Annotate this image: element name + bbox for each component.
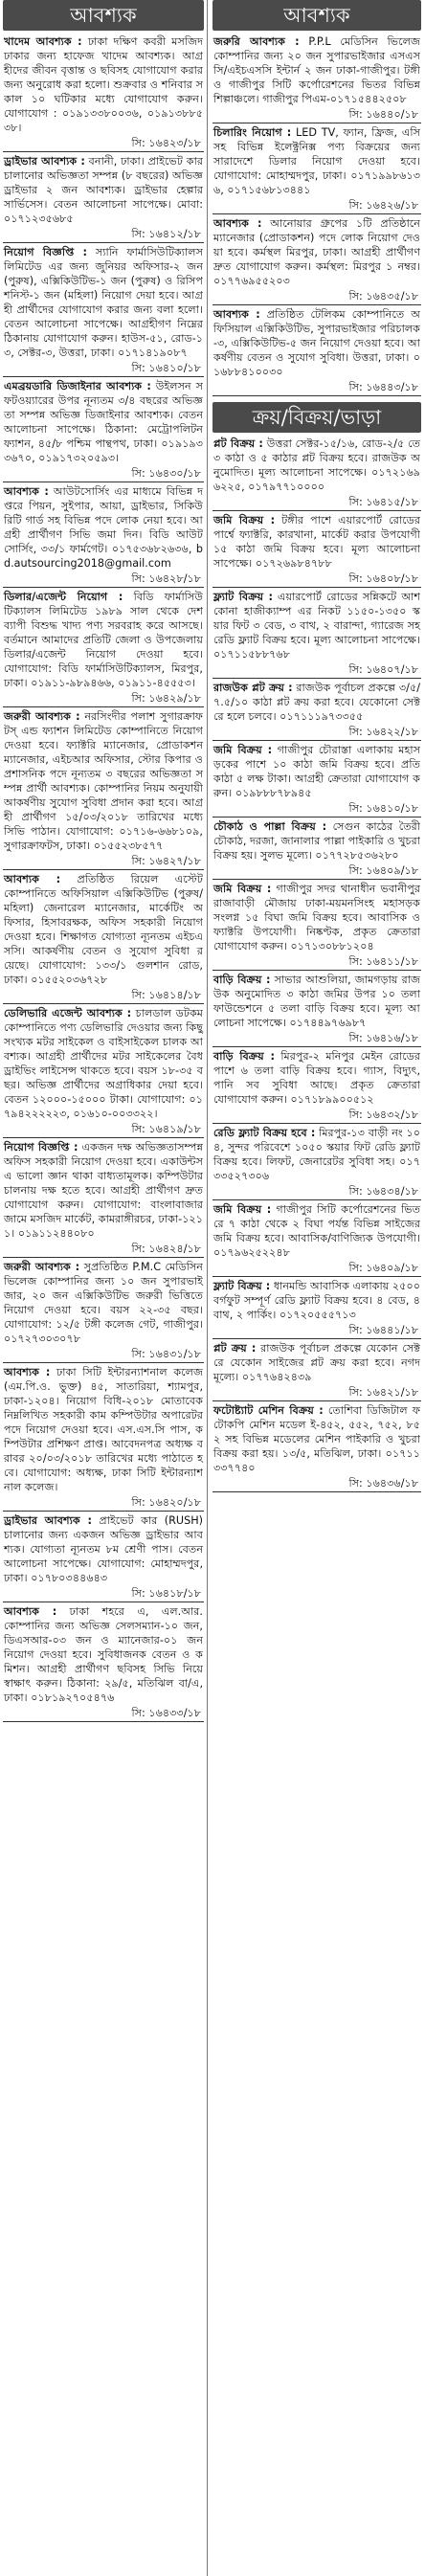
ad-headline: জমি বিক্রয় : [213,514,276,526]
classified-ad [212,1200,421,1277]
classified-ad [3,1138,204,1258]
ad-body-text: সেগুন কাঠের তৈরী চৌকাঠ, দরজা, জানালার পাল্লা পাইকারি ও খুচরা বিক্রয় হয়। সুলভ মূল্যে। ০১৭৭২৮৫৩৬২৮০ [213,820,421,862]
left-ads-list [3,33,204,1722]
ad-headline: ডেলিভারি এজেন্ট আবশ্যক : [4,1007,132,1019]
ad-headline: চৌকাঠ ও পাল্লা বিক্রয় : [213,820,327,833]
ad-headline: প্লট ক্রয় : [213,1342,257,1355]
ad-headline: আবশ্যক : [4,1605,57,1618]
ad-body-text: গাজীপুর সদর থানাধীন ভবানীপুর রাজাবাড়ী মৌজায় ঢাকা-ময়মনসিংহ মহাসড়ক সংলগ্ন ১৫ বিঘা জমি বিক্রয় হবে। আবাসিক ও ফ্যাক্টরি উপযোগী। নিষ্কণ্টক, প্রকৃত ক্রেতারা যোগাযোগ করুন। ০১৭১৩০৮৮১২০৪ [213,883,420,952]
ad-body-text: মিরপুর-১৩ বাড়ী নং ১০৪, সুন্দর পরিবেশে ১০৫০ স্কয়ার ফিট রেডি ফ্ল্যাট বিক্রয় হবে। লিফট, জেনারেটর সুবিধা সহ। ০১৭৩৩৫২৭৩০৬ [213,1127,420,1182]
classified-ad [3,33,204,152]
ad-body-text: প্রতিষ্ঠিত টেলিকম কোম্পানিতে অফিসিয়াল এক্সিকিউটিভ, সুপারভাইজার পরিচালক-৩, এক্সিকিউটিভ-৫ জন নিয়োগ দেওয়া হবে। আকর্ষণীয় বেতন ও সুযোগ সুবিধা। উত্তরা, ঢাকা। ০১৬৮৮৪১০০৩০ [213,308,420,378]
classified-ad [3,377,204,482]
ad-reference-code: সি: ১৬৪১৪/১৮ [131,989,201,1001]
ad-reference-code: সি: ১৬৪২৪/১৮ [131,1243,201,1255]
classified-ad [3,707,204,870]
classified-ad [212,1124,421,1200]
classified-ad [3,1363,204,1512]
ad-headline: জরুরি আবশ্যক : [213,35,300,48]
left-column [3,0,204,2576]
ad-reference-code: সি: ১৬৪০৯/১৮ [348,864,418,877]
ad-reference-code: সি: ১৬৪১১/১৮ [348,955,418,968]
classified-ad [3,482,204,588]
ad-headline: আবশ্যক : [213,217,262,230]
ad-headline: প্লট বিক্রয় : [213,437,263,450]
ad-body-text: বনানী, ঢাকা। প্রাইভেট কার চালানোর অভিজ্ঞতা সম্পন্ন (৮ বছরের) অভিজ্ঞ ড্রাইভার ২ জন আবশ্যক। ড্রাইভার হেল্পার সার্ভিসেস। বেতন আলোচনা সাপেক্ষে। মোবা: ০১৭১২৩৫৬৮৫ [4,155,204,225]
ad-reference-code: সি: ১৬৪১৮/১৮ [131,1587,201,1600]
section-header-buy-sell-rent: ক্রয়/বিক্রয়/ভাড়া [212,402,421,433]
ad-body-text: সাভার আশুলিয়া, জামগড়ায় রাজউক অনুমোদিত ৩ কাঠা জমির উপর ১০ তলা ফাউন্ডেশনে ৫ তলা বাড়ি বিক্রয় হবে। মূল্য আলোচনা সাপেক্ষে। ০১৭৪৪৯৭৬৯৮৭ [213,974,420,1029]
classified-ad [3,588,204,707]
ad-headline: আবশ্যক : [4,485,49,498]
ad-headline: রেডি ফ্ল্যাট বিক্রয় হবে : [213,1127,316,1139]
ad-body-text: রাজউক পূর্বাচল প্রকল্পে যেকোন সেক্টরে যেকোন সাইজের প্লট ক্রয় করা হবে। নগদ মূল্যে। ০১৭৭৬৪২৪৩৯ [213,1342,420,1383]
classified-ad [3,243,204,377]
classified-ad [212,971,421,1047]
right-wanted-ads-list [212,33,421,396]
ad-headline: ফ্ল্যাট বিক্রয় : [213,1280,271,1292]
ad-body-text: ঢাকা শহরে এ, এল.আর. কোম্পানির জন্য অভিজ্ঞ সেলসম্যান-১০ জন, ডিএসআর-০৩ জন ও ম্যানেজার-০১ জন নিয়োগ দেওয়া হবে। সুবিধাজনক বেতন ও কমিশন। আগ্রহী প্রার্থীগণ ছবিসহ সিভি নিয়ে স্বাক্ষাৎ করুন। ঠিকানা: ২৯/৫, মতিঝিল বা/এ, ঢাকা। ০১৮১৯২৭০৫৪৭৬ [4,1605,203,1704]
ad-headline: জমি বিক্রয় : [213,744,273,756]
right-column [212,0,421,2576]
ad-reference-code: সি: ১৬৪০৭/১৮ [348,663,418,676]
ad-headline: ডিলার/এজেন্ট নিয়োগ : [4,591,123,603]
ad-headline: রাজউক প্লট ক্রয় : [213,682,293,694]
ad-reference-code: সি: ১৬৪২১/১৮ [348,1386,418,1399]
ad-reference-code: সি: ১৬৪৩২/১৮ [348,1109,418,1121]
ad-reference-code: সি: ১৬৪২৩/১৮ [131,137,201,149]
ad-reference-code: সি: ১৬৪১০/১৮ [348,802,418,815]
ad-body-text: ঢাকা দক্ষিণ কবরী মসজিদ ঢাকার জন্য হাফেজ খাদেম আবশ্যক। আগ্রহীদের জীবন বৃত্তান্ত ও ছবিসহ যোগাযোগ করার জন্য অনুরোধ করা হলো। শুক্রবার ও শনিবার সকাল ১০ ঘটিকার মধ্যে যোগাযোগ করুন। যোগাযোগ : ০১৯১৩৩৮০০৩৬, ০১৯১৩৮৮৫৩৮। [4,35,203,134]
ad-body-text: গাজীপুর চৌরাস্তা এলাকায় মহাসড়কের পাশে ১০ কাঠা জমি বিক্রয় হবে। প্রতি কাঠা ৫ লক্ষ টাকা। আগ্রহী ক্রেতারা যোগাযোগ করুন। ০১৯৮৮৮৭৮৯৪৫ [213,744,420,799]
ad-body-text: স্যানি ফার্মাসিউটিক্যালস লিমিটেড এর জন্য জুনিয়র অফিসার-২ জন (পুরুষ), এক্সিকিউটিভ-১ জন (পুরুষ) ও রিসিপশনিস্ট-১ জন (মহিলা) নিয়োগ দেয়া হবে। আগ্রহী প্রার্থীদের যোগাযোগ করার জন্য বলা হলো। বেতন আলোচনা সাপেক্ষে। আগ্রহীগণ নিম্নের ঠিকানায় যোগাযোগ করুন। হাউস-৫১, রোড-১৩, সেক্টর-৩, উত্তরা, ঢাকা। ০১৭১৪১৯০৮৭ [4,246,203,359]
ad-body-text: উত্তরা সেক্টর-১৫/১৬, রোড-২/৫ তে ৩ কাঠা ও ৫ কাঠার প্লট বিক্রয় হবে। রাজউক অনুমোদিত। মূল্য আলোচনা সাপেক্ষে। ০১৭২১৬৯৬২২৫, ০১৭৯৭৭১০০০০ [213,437,420,493]
ad-headline: বাড়ি বিক্রয় : [213,974,271,986]
ad-body-text: একজন দক্ষ অভিজ্ঞতাসম্পন্ন অফিস সহকারী নিয়োগ দেওয়া হবে। একাউন্টস এ ভালো জ্ঞান থাকা বাধ্যতামূলক। কম্পিউটার চালনায় দক্ষ হতে হবে। আগ্রহী প্রার্থীগণ দ্রুত যোগাযোগ করুন। যোগাযোগ: বাংলাবাজার জামে মসজিদ মার্কেট, কামরাঙ্গীরচর, ঢাকা-১২১১। ০১৯১১২৪৪০৮০ [4,1141,204,1240]
ad-reference-code: সি: ১৬৪১৬/১৮ [348,1032,418,1044]
ad-reference-code: সি: ১৬৪৪১/১৮ [348,1324,418,1336]
classified-ad [3,1004,204,1138]
ad-body-text: আউটসোর্সিং এর মাধ্যমে বিভিন্ন দপ্তরে পিয়ন, সুইপার, আয়া, ড্রাইভার, সিকিউরিটি গার্ড সহ বিভিন্ন পদে লোক নেয়া হবে। আগ্রহী প্রার্থীগণ সিভি জমা দিন। বিডি আউটসোর্সিং, ৩৩/১ ফার্মগেট। ০১৭৫৩৬৮২৬৩৬, bd.autsourcing2018@gmail.com [4,485,203,570]
classified-ad [212,1401,421,1492]
ad-reference-code: সি: ১৬৪২৭/১৮ [131,855,201,867]
ad-body-text: সুপ্রতিষ্ঠিত P.M.C মেডিসিন ভিলেজ কোম্পানির জন্য ১০ জন সুপারভাইজার, ২০ জন এক্সিকিউটিভ জরুরী ভিত্তিতে নিয়োগ দেওয়া হবে। বয়স ২২-৩৫ বছর। যোগাযোগ: ১২/৫ টঙ্গী কলেজ গেট, গাজীপুর। ০১৭২৭৩০৩০৭৮ [4,1261,203,1345]
ad-body-text: ধানমন্ডি আবাসিক এলাকায় ২৫০০ বর্গফুট সম্পূর্ণ রেডি ফ্ল্যাট বিক্রয় হবে। ৪ বেড, ৪ বাথ, ২ পার্কিং। ০১৭২০৫৫৫৭১৩ [213,1280,421,1321]
ad-headline: খাদেম আবশ্যক : [4,35,82,48]
classified-ad [212,741,421,818]
classified-ad [212,679,421,741]
ad-reference-code: সি: ১৬৪২৯/১৮ [131,692,201,705]
ad-reference-code: সি: ১৬৪৩৪/১৮ [348,1185,418,1198]
ad-headline: জমি বিক্রয় : [213,883,272,895]
ad-body-text: এয়ারপোর্ট রোডের সন্নিকটে আশকোনা হাজীক্যাম্প এর নিকট ১১৫০-১৩৫০ স্কয়ার ফিট ৩ বেড, ৩ বাথ, ২ বারান্দা, গ্যারেজ সহ রেডি ফ্ল্যাট বিক্রয় হবে। মূল্য আলোচনা সাপেক্ষে। ০১৭১১৫৮৮৭৬৮ [213,591,420,661]
classified-ad [212,435,421,511]
ad-headline: ফ্ল্যাট বিক্রয় : [213,591,273,603]
classified-ad [3,152,204,243]
ad-body-text: মিরপুর-২ মনিপুর মেইন রোডের পাশে ৬ তলা বাড়ি বিক্রয় হবে। গ্যাস, বিদ্যুৎ, পানি সব সুবিধা আছে। প্রকৃত ক্রেতারা যোগাযোগ করুন। ০১৭১৮৯৯০০৫১২ [213,1050,421,1106]
ad-headline: জমি বিক্রয় : [213,1203,272,1216]
ad-headline: আবশ্যক : [213,308,260,321]
right-buysell-ads-list [212,435,421,1492]
ad-body-text: বিডি ফার্মাসিউটিক্যালস লিমিটেড ১৯৮৯ সাল থেকে দেশব্যাপী বিশুদ্ধ খাদ্য পণ্য সরবরাহ করে আসছে। বর্তমানে আমাদের প্রতিটি জেলা ও উপজেলায় ডিলার/এজেন্ট নিয়োগ দেওয়া হবে। যোগাযোগ: বিডি ফার্মাসিউটিক্যালস, মিরপুর, ঢাকা। ০১৯১১-৯৮৯৪৬৬, ০১৯১১-৪৫৫৫৩। [4,591,203,689]
ad-reference-code: সি: ১৬৪২৬/১৮ [348,199,418,212]
ad-reference-code: সি: ১৬৪১২/১৮ [131,228,201,240]
ad-reference-code: সি: ১৬৪১০/১৮ [131,362,201,374]
section-header-wanted-right: আবশ্যক [212,0,421,31]
ad-headline: বাড়ি বিক্রয় : [213,1050,275,1063]
classified-ad [212,305,421,396]
ad-body-text: ঢাকা সিটি ইন্টারন্যাশনাল কলেজ (এম.পি.ও. ভুক্ত) ৪৫, সাতারিয়া, শ্যামপুর, ঢাকা-১২০৪। নিয়োগ বিধি-২০১৮ মোতাবেক নিম্নলিখিত সহকারী কাম কম্পিউটার অপারেটর পদে নিয়োগ দেওয়া হবে। এস.এস.সি পাস, কম্পিউটার প্রশিক্ষণ প্রাপ্ত। আবেদনপত্র অধ্যক্ষ বরাবর ২০/০৩/২০১৮ তারিখের মধ্যে পাঠাতে হবে। যোগাযোগ: অধ্যক্ষ, ঢাকা সিটি ইন্টারন্যাশনাল কলেজ। [4,1366,203,1493]
ad-body-text: LED TV, ফ্যান, ফ্রিজ, এসি সহ বিভিন্ন ইলেক্ট্রনিক্স পণ্য বিক্রয়ের জন্য সারাদেশে ডিলার নিয়োগ দেওয়া হবে। যোগাযোগ: মোহাম্মদপুর, ঢাকা। ০১৭১৯৯৮৬১৩৬, ০১৭১৫৬৮১৩৪৪১ [213,126,421,196]
classified-ad [3,870,204,1004]
ad-body-text: গাজীপুর সিটি কর্পোরেশনের ভিতরে ৭ কাঠা থেকে ২ বিঘা পর্যন্ত বিভিন্ন সাইজের জমি বিক্রয় হবে। আবাসিক/বাণিজ্যিক উপযোগী। ০১৭৯৬২৫২২৪৮ [213,1203,420,1259]
ad-headline: জরুরী আবশ্যক : [4,1261,80,1273]
ad-body-text: প্রাইভেট কার (RUSH) চালানোর জন্য একজন অভিজ্ঞ ড্রাইভার আবশ্যক। যোগ্যতা ন্যূনতম ৮ম শ্রেণী পাস। বেতন আলোচনা সাপেক্ষে। যোগাযোগ: মোহাম্মদপুর, ঢাকা। ০১৭৮০৩৪৪৬৪৩ [4,1514,203,1584]
ad-reference-code: সি: ১৬৪২২/১৮ [348,726,418,738]
ad-reference-code: সি: ১৬৪১৫/১৮ [348,496,418,508]
classified-ad [3,1258,204,1363]
ad-body-text: চালডাল ডটকম কোম্পানিতে পণ্য ডেলিভারি দেওয়ার জন্য কিছু সংখ্যক মটর সাইকেল ও বাইসাইকেল চালক আবশ্যক। আগ্রহী প্রার্থীদের মটর সাইকেলের বৈধ ড্রাইভিং লাইসেন্স থাকতে হবে। বয়স ১৮-৩৫ বছর। অভিজ্ঞ প্রার্থীদের অগ্রাধিকার দেয়া হবে। বেতন ১২০০০-১৫০০০ টাকা। যোগাযোগ: ০১৭৯৪২২২২২৩, ০১৬১০-০০৩৩২২। [4,1007,204,1120]
classified-ad [212,588,421,679]
ad-body-text: টঙ্গীর পাশে এয়ারপোর্ট রোডের পার্শ্বে ফ্যাক্টরি, কারখানা, মার্কেট করার উপযোগী ১৫ কাঠা জমি বিক্রয় হবে। মূল্য আলোচনা সাপেক্ষে। ০১৭২৬৯৮৪৭৮৮ [213,514,420,570]
ad-body-text: P.P.L মেডিসিন ভিলেজ কোম্পানির জন্য ২০ জন সুপারভাইজার এসএসসি/এইচএসসি ইন্টার্ন ২ জন ঢাকা-গাজীপুর। টঙ্গী ও গাজীপুর সিটি কর্পোরেশনের ভিতর বিভিন্ন শিল্পাঞ্চলে। গাজীপুর পিএম-০১৭১৫৪৪২৫০৮ [213,35,420,105]
ad-reference-code: সি: ১৬৪০৮/১৮ [348,572,418,585]
ad-reference-code: সি: ১৬৪৩৩/১৮ [131,1707,201,1719]
ad-reference-code: সি: ১৬৪১৯/১৮ [131,1123,201,1135]
ad-body-text: উইলসন সফটওয়্যারের উপর নূন্যতম ৩/৪ বছরের অভিজ্ঞতা সম্পন্ন অভিজ্ঞ ডিজাইনার আবশ্যক। বেতন আলোচনা সাপেক্ষে। ঠিকানা: মেট্রোপলিটন ফ্যাশন, ৪৫/৮ পশ্চিম পান্থপথ, ঢাকা। ০১৯১৯৩৩৬৭০, ০১৯১৭৩২০৫৯৩। [4,380,203,464]
ad-reference-code: সি: ১৬৪৪০/১৮ [348,108,418,121]
ad-reference-code: সি: ১৬৪৩১/১৮ [131,1348,201,1360]
classified-ad [212,1339,421,1401]
classified-ad [212,511,421,588]
ad-reference-code: সি: ১৬৪০৯/১৮ [348,1262,418,1274]
ad-reference-code: সি: ১৬৪২৮/১৮ [131,572,201,585]
ad-headline: চিলারিং নিয়োগ : [213,126,292,139]
column-divider [207,0,208,2576]
ad-body-text: তোশিবা ডিজিটাল ফটোকপি মেশিন মডেল ই-৪৫২, ৫৫২, ৭৫২, ৮৫২ সহ বিভিন্ন মডেলের মেশিন পাইকারি ও খুচরা বিক্রয় করা হয়। ১৩/৫, মতিঝিল, ঢাকা। ০১৭১১৩৩৭৭৪০ [213,1404,420,1474]
ad-headline: ফটোষ্ট্যাট মেশিন বিক্রয় : [213,1404,324,1417]
classified-ad [3,1602,204,1722]
ad-headline: নিয়োগ বিজ্ঞপ্তি : [4,246,87,258]
ad-reference-code: সি: ১৬৪৩৬/১৮ [348,1477,418,1490]
classified-ad [212,123,421,214]
ad-headline: আবশ্যক : [4,1366,51,1378]
classified-ad [212,1277,421,1339]
ad-reference-code: সি: ১৬৪৪৩/১৮ [348,381,418,393]
ad-headline: জরুরী আবশ্যক : [4,710,80,723]
ad-headline: ড্রাইভার আবশ্যক : [4,155,85,168]
ad-headline: ড্রাইভার আবশ্যক : [4,1514,92,1527]
classified-ad [212,214,421,305]
ad-reference-code: সি: ১৬৪৩০/১৮ [131,467,201,480]
classified-ad [3,1512,204,1602]
ad-reference-code: সি: ১৬৪৩৫/১৮ [348,290,418,302]
classified-ad [212,33,421,123]
ad-headline: নিয়োগ বিজ্ঞপ্তি : [4,1141,78,1154]
classified-ad [212,880,421,971]
ad-headline: এমব্রয়ডারি ডিজাইনার আবশ্যক : [4,380,151,392]
classified-ad [212,1047,421,1124]
ad-body-text: প্রতিষ্ঠিত রিয়েল এস্টেট কোম্পানিতে অফিসিয়াল এক্সিকিউটিভ (পুরুষ/মহিলা) জেনারেল ম্যানেজার, মার্কেটিং অফিসার, হিসাবরক্ষক, অফিস সহকারী নিয়োগ দেওয়া হবে। শিক্ষাগত যোগ্যতা ন্যূনতম এইচএসসি। আকর্ষণীয় বেতন ও সুযোগ সুবিধা রয়েছে। যোগাযোগ: ১৩৩/১ গুলশান রোড, ঢাকা। ০১৫৫২০৩৬৭২৮ [4,873,203,986]
section-header-wanted: আবশ্যক [3,0,204,31]
ad-body-text: নরসিংদীর পলাশ সুগারক্রাফটস্ এন্ড ফ্যাশন লিমিটেড কোম্পানিতে নিয়োগ দেওয়া হবে। ফ্যাক্টরি ম্যানেজার, প্রোডাকশন ম্যানেজার, এইচআর অফিসার, স্টোর কিপার ও প্রশাসনিক পদে নূন্যতম ৩ বছরের অভিজ্ঞতা সম্পন্ন প্রার্থী আবশ্যক। কোম্পানির নিয়ম অনুযায়ী আকর্ষণীয় সুযোগ সুবিধা প্রদান করা হবে। আগ্রহী প্রার্থীগণ ১৫/০৩/২০১৮ তারিখের মধ্যে সিভি পাঠান। যোগাযোগ: ০১৭১৬-৬৬৮১০৯, সুগারক্রাফটস, ঢাকা। ০১৫৫২৩৮৫৭৭ [4,710,203,852]
ad-body-text: আনোয়ার গ্রুপের ১টি প্রতিষ্ঠানে ম্যানেজার (প্রোডাকশন) পদে লোক নিয়োগ দেওয়া হবে। কর্মস্থল মিরপুর, ঢাকা। আগ্রহী প্রার্থীগণ দ্রুত যোগাযোগ করুন। কর্মস্থল: মিরপুর ১ নম্বর। ০১৭৭৬৯৫৫২০৩ [213,217,420,287]
ad-headline: আবশ্যক : [4,873,61,885]
ad-reference-code: সি: ১৬৪২০/১৮ [131,1496,201,1509]
ad-body-text: রাজউক পূর্বাচল প্রকল্পে ৩/৫/৭.৫/১০ কাঠা প্লট ক্রয় করা হবে। যেকোনো সেক্টরে হলে চলবে। ০১৭১১১৯৭৩৩৫৫ [213,682,420,723]
classified-ad [212,818,421,880]
